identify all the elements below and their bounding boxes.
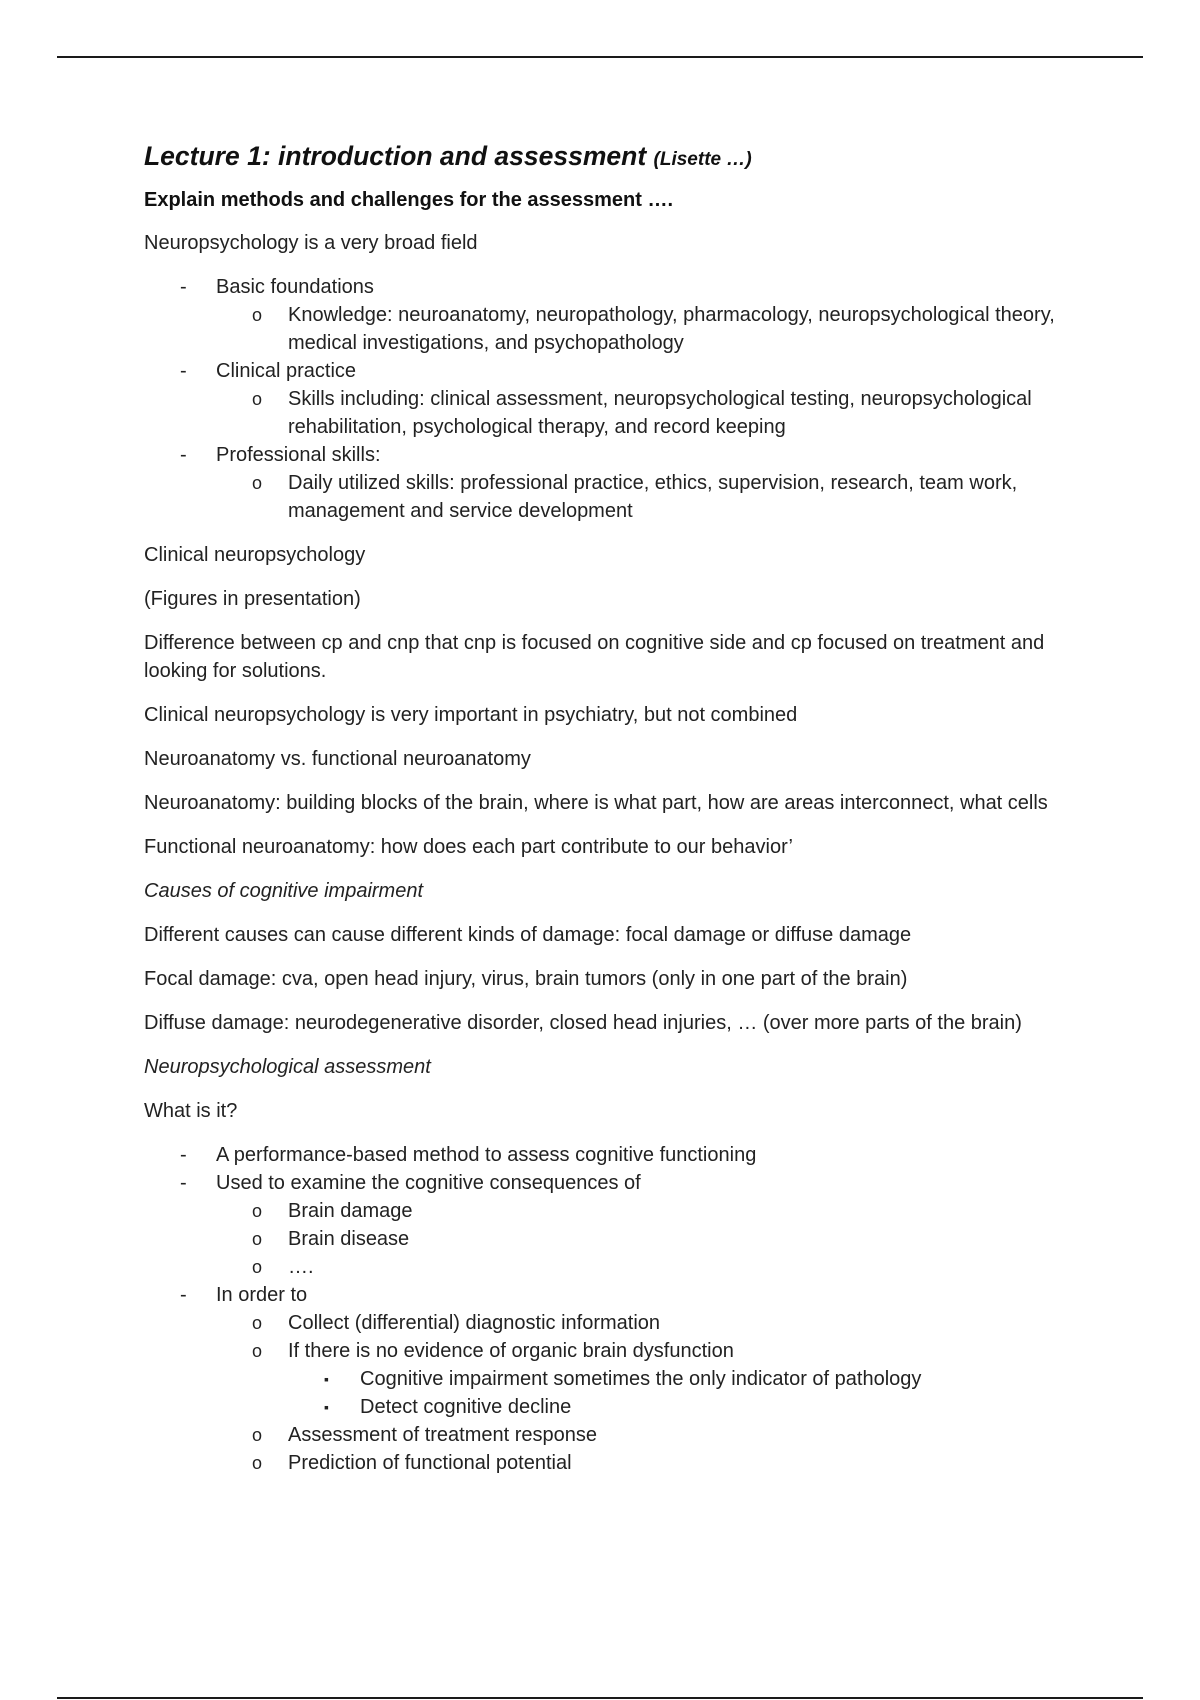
paragraph-causes: Different causes can cause different kinds of damage: focal damage or diffuse damage — [144, 924, 912, 947]
list-item-text: Basic foundations — [216, 276, 374, 299]
section-heading-assessment: Neuropsychological assessment — [144, 1056, 431, 1079]
list-item — [144, 1169, 1084, 1197]
square-bullet: ▪ — [324, 1399, 329, 1416]
paragraph-clinical-np: Clinical neuropsychology — [144, 544, 366, 567]
paragraph-neuroanatomy: Neuroanatomy: building blocks of the brain, where is what part, how are areas interconnect, what cells — [144, 792, 1048, 815]
circle-bullet: o — [252, 305, 263, 326]
list-item — [144, 1337, 1084, 1365]
list-item-text: Brain disease — [288, 1228, 410, 1251]
paragraph-figures: (Figures in presentation) — [144, 588, 361, 611]
section-heading-causes: Causes of cognitive impairment — [144, 880, 424, 903]
circle-bullet: o — [252, 1313, 263, 1334]
list-item — [144, 1393, 1084, 1421]
paragraph-neuro-vs: Neuroanatomy vs. functional neuroanatomy — [144, 748, 531, 771]
list-item — [144, 1253, 1084, 1281]
subtitle: Explain methods and challenges for the assessment …. — [144, 189, 674, 212]
list-item — [144, 301, 1084, 357]
fields-list — [144, 273, 1084, 525]
list-item — [144, 1197, 1084, 1225]
paragraph-focal: Focal damage: cva, open head injury, virus, brain tumors (only in one part of the brain) — [144, 968, 908, 991]
list-item — [144, 469, 1084, 525]
list-item-text: Professional skills: — [216, 444, 381, 467]
square-bullet: ▪ — [324, 1371, 329, 1388]
list-item-text: Skills including: clinical assessment, neuropsychological testing, neuropsychological rehabilitation, psychological therapy, and record keeping — [288, 388, 1032, 439]
circle-bullet: o — [252, 1453, 263, 1474]
list-item — [144, 273, 1084, 301]
list-item — [144, 1449, 1084, 1477]
list-item — [144, 1309, 1084, 1337]
list-item — [144, 1225, 1084, 1253]
paragraph-functional: Functional neuroanatomy: how does each part contribute to our behavior’ — [144, 836, 793, 859]
dash-bullet: - — [180, 1144, 187, 1167]
list-item-text: Collect (differential) diagnostic information — [288, 1312, 661, 1335]
title-text: Lecture 1: introduction and assessment — [144, 141, 647, 171]
list-item — [144, 1365, 1084, 1393]
dash-bullet: - — [180, 1172, 187, 1195]
list-item-text: Knowledge: neuroanatomy, neuropathology, pharmacology, neuropsychological theory, medical investigations, and psychopathology — [288, 304, 1055, 355]
list-item-text: …. — [288, 1256, 314, 1279]
list-item-text: Daily utilized skills: professional practice, ethics, supervision, research, team work, management and service development — [288, 472, 1018, 523]
list-item — [144, 441, 1084, 469]
circle-bullet: o — [252, 1257, 263, 1278]
list-item-text: A performance-based method to assess cognitive functioning — [216, 1144, 757, 1167]
footer-rule — [57, 1697, 1143, 1699]
paragraph-diffuse: Diffuse damage: neurodegenerative disorder, closed head injuries, … (over more parts of the brain) — [144, 1012, 1022, 1035]
list-item-text: Prediction of functional potential — [288, 1452, 572, 1475]
circle-bullet: o — [252, 1341, 263, 1362]
assessment-list — [144, 1141, 1084, 1477]
paragraph-what-is-it: What is it? — [144, 1100, 238, 1123]
list-item-text: Detect cognitive decline — [360, 1396, 572, 1419]
list-item-text: Brain damage — [288, 1200, 413, 1223]
list-item — [144, 357, 1084, 385]
dash-bullet: - — [180, 360, 187, 383]
intro-paragraph: Neuropsychology is a very broad field — [144, 232, 478, 255]
header-rule — [57, 56, 1143, 58]
list-item — [144, 1421, 1084, 1449]
document-page — [144, 140, 1084, 1493]
list-item — [144, 385, 1084, 441]
dash-bullet: - — [180, 1284, 187, 1307]
dash-bullet: - — [180, 276, 187, 299]
list-item-text: Used to examine the cognitive consequences of — [216, 1172, 641, 1195]
list-item-text: Cognitive impairment sometimes the only indicator of pathology — [360, 1368, 922, 1391]
list-item — [144, 1141, 1084, 1169]
circle-bullet: o — [252, 473, 263, 494]
list-item-text: If there is no evidence of organic brain dysfunction — [288, 1340, 734, 1363]
paragraph-difference: Difference between cp and cnp that cnp is focused on cognitive side and cp focused on treatment and looking for solutions. — [144, 632, 1045, 683]
list-item-text: Assessment of treatment response — [288, 1424, 598, 1447]
paragraph-psychiatry: Clinical neuropsychology is very important in psychiatry, but not combined — [144, 704, 798, 727]
circle-bullet: o — [252, 1201, 263, 1222]
page-title — [144, 140, 1084, 173]
circle-bullet: o — [252, 1425, 263, 1446]
list-item-text: Clinical practice — [216, 360, 357, 383]
author-note: (Lisette …) — [653, 149, 752, 170]
list-item — [144, 1281, 1084, 1309]
circle-bullet: o — [252, 1229, 263, 1250]
dash-bullet: - — [180, 444, 187, 467]
circle-bullet: o — [252, 389, 263, 410]
list-item-text: In order to — [216, 1284, 308, 1307]
